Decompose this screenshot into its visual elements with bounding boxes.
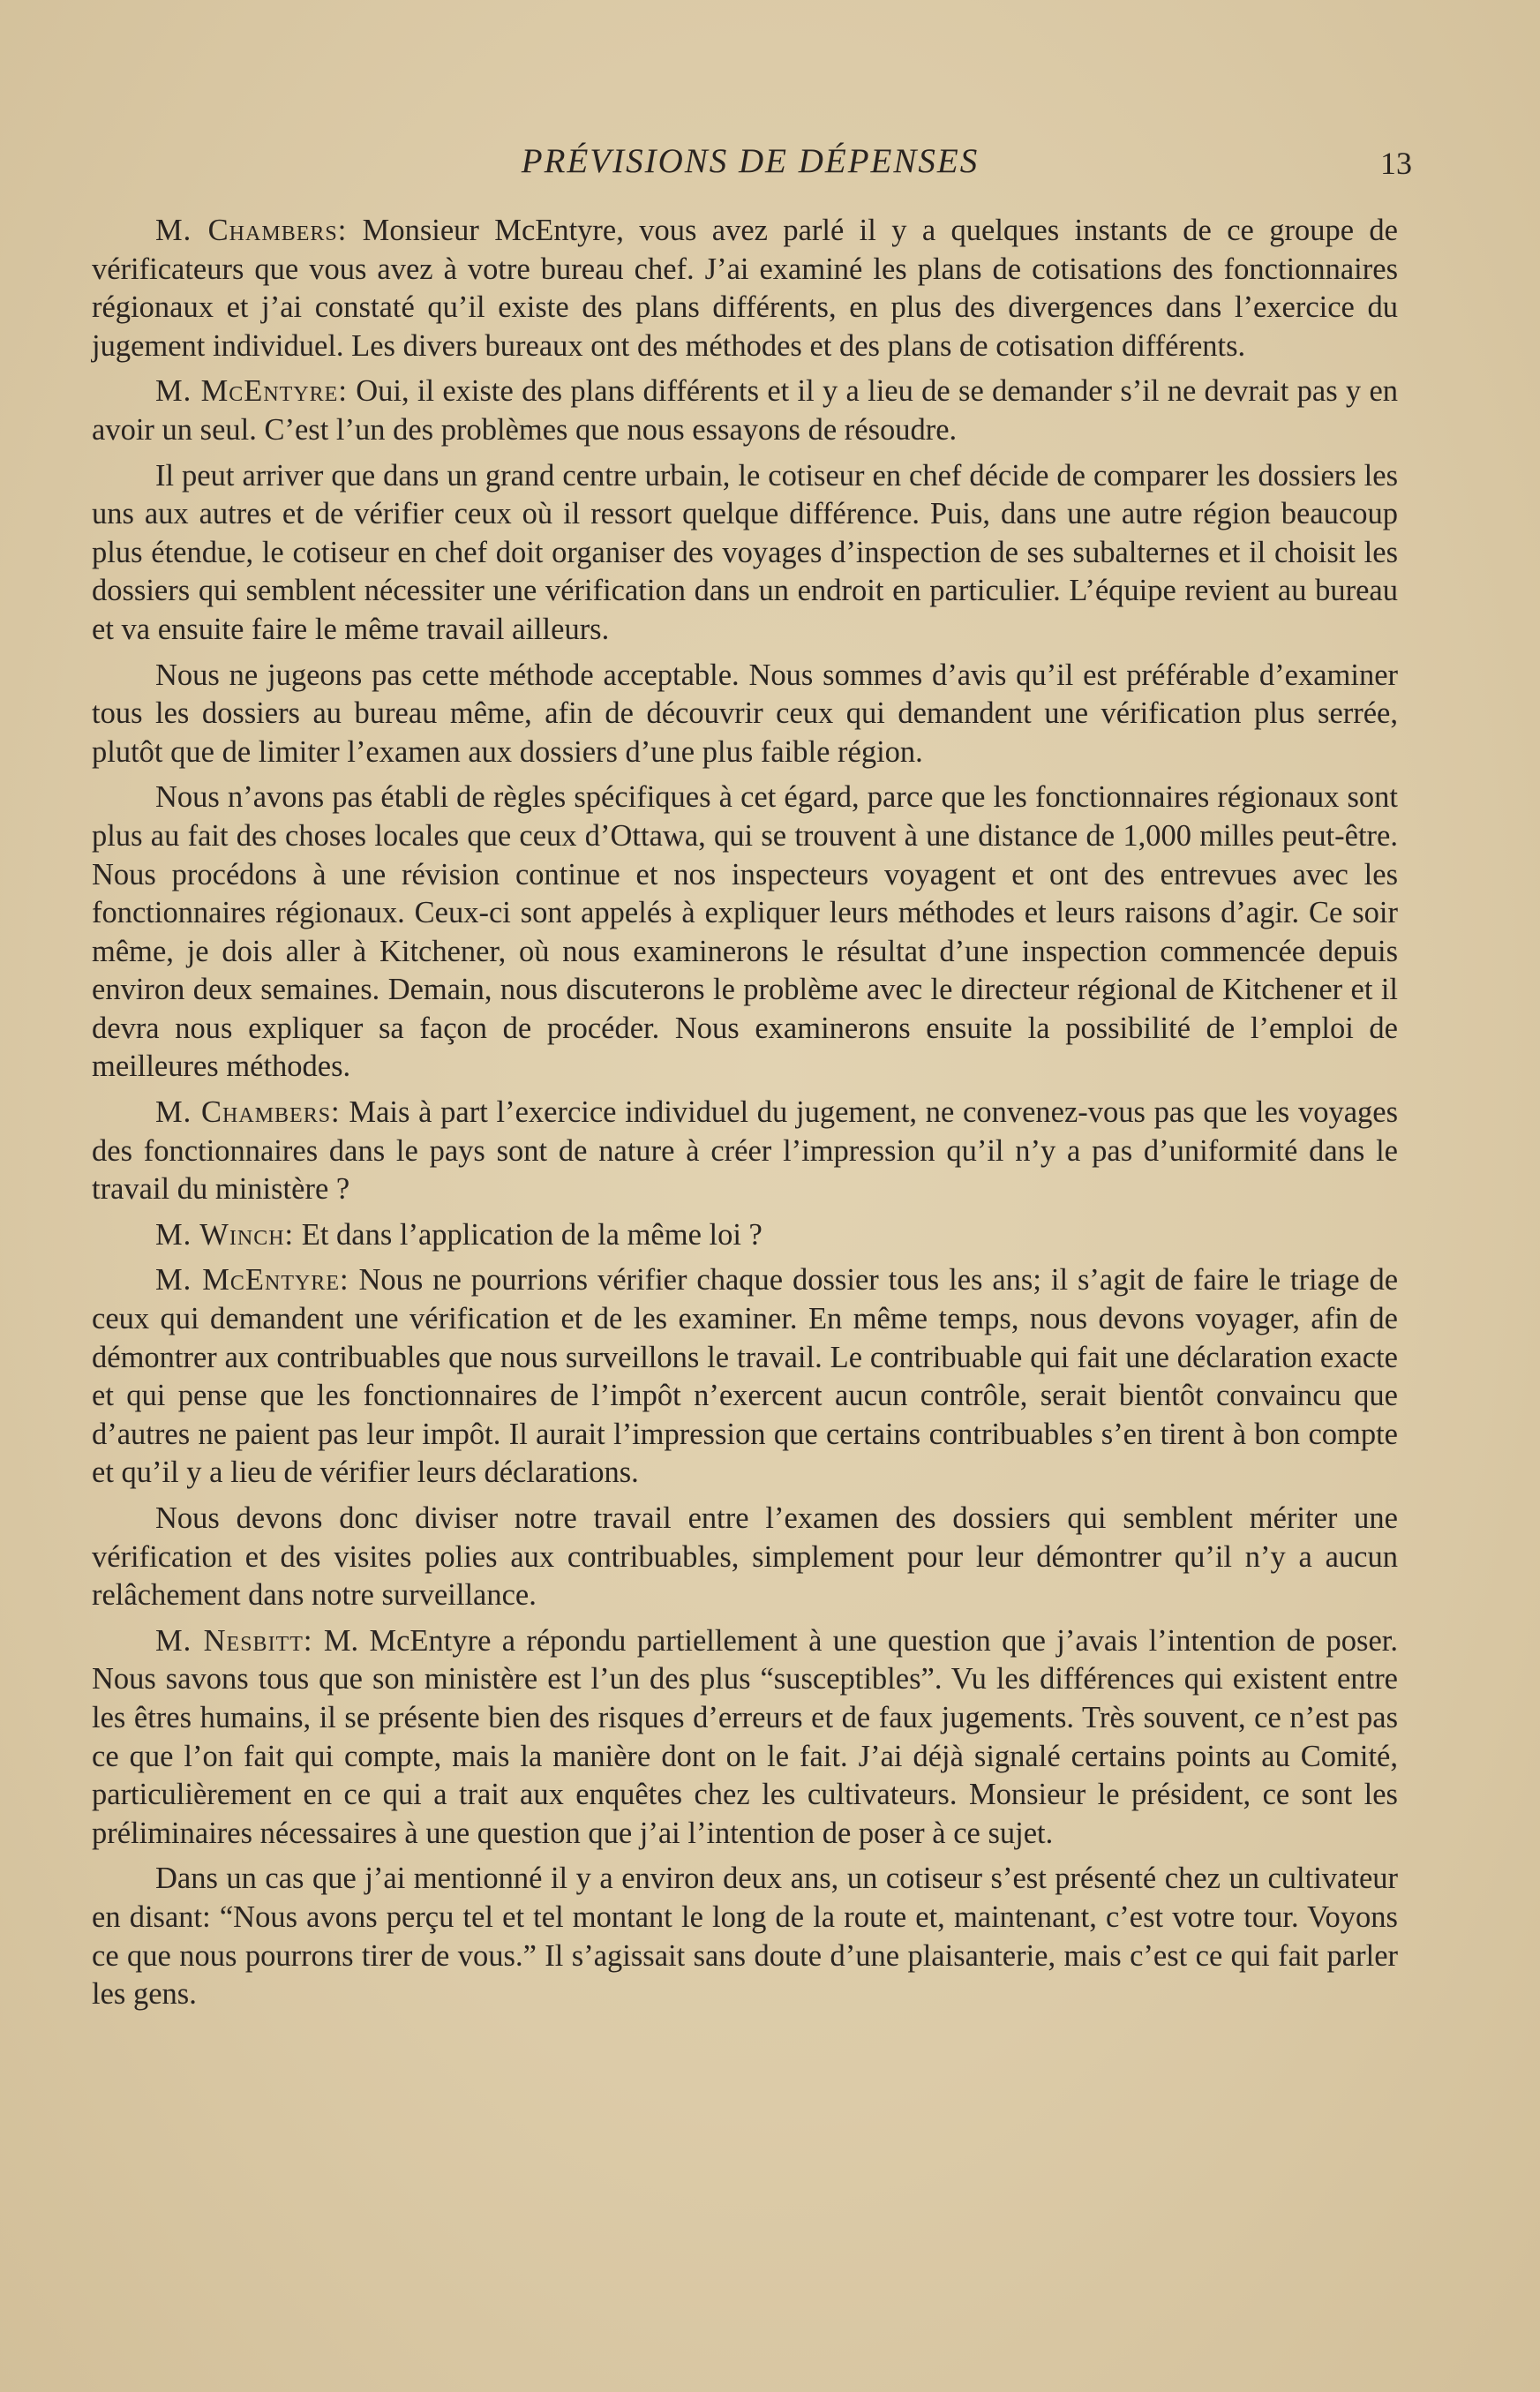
paragraph-text: Il peut arriver que dans un grand centre urbain, le cotiseur en chef décide de comparer les dossiers les uns aux autres et de vérifier ceux où il ressort quelque différence. Puis, dans une autre région beaucoup plus étendue, le cotiseur en chef doit organiser des voyages d’inspection de ses subalternes et il choisit les dossiers qui semblent nécessiter une vérification dans un endroit en particulier. L’équipe revient au bureau et va ensuite faire le même travail ailleurs.	[92, 458, 1398, 646]
paragraph	[92, 1500, 1398, 1615]
speaker-name: M. McEntyre:	[155, 1263, 349, 1298]
paragraph-text: Nous devons donc diviser notre travail entre l’examen des dossiers qui semblent mériter une vérification et des visites polies aux contribuables, simplement pour leur démontrer qu’il n’y a aucun relâchement dans notre surveillance.	[92, 1501, 1398, 1613]
speaker-name: M. Chambers:	[155, 1095, 341, 1130]
paragraph-text: Dans un cas que j’ai mentionné il y a environ deux ans, un cotiseur s’est présenté chez un cultivateur en disant: “Nous avons perçu tel et tel montant le long de la route et, maintenant, c’est votre tour. Voyons ce que nous pourrons tirer de vous.” Il s’agissait sans doute d’une plaisanterie, mais c’est ce qui fait parler les gens.	[92, 1862, 1398, 2012]
page-number: 13	[1380, 146, 1412, 181]
speaker-name: M. Nesbitt:	[155, 1623, 313, 1658]
paragraph	[92, 372, 1398, 449]
paragraph-text: Mais à part l’exercice individuel du jugement, ne convenez-vous pas que les voyages des fonctionnaires dans le pays sont de nature à créer l’impression qu’il n’y a pas d’uniformité dans le travail du ministère ?	[92, 1095, 1399, 1207]
paragraph-text: Oui, il existe des plans différents et il y a lieu de se demander s’il ne devrait pas y en avoir un seul. C’est l’un des problèmes que nous essayons de résoudre.	[92, 374, 1399, 447]
paragraph	[92, 457, 1398, 650]
paragraph-text: Nous ne pourrions vérifier chaque dossier tous les ans; il s’agit de faire le triage de ceux qui demandent une vérification et de les examiner. En même temps, nous devons voyager, afin de démontrer aux contribuables que nous surveillons le travail. Le contribuable qui fait une déclaration exacte et qui pense que les fonctionnaires de l’impôt n’exercent aucun contrôle, serait bientôt convaincu que d’autres ne paient pas leur impôt. Il aurait l’impression que certains contribuables s’en tirent à bon compte et qu’il y a lieu de vérifier leurs déclarations.	[92, 1263, 1399, 1490]
paragraph	[92, 1860, 1398, 2013]
page-body	[92, 212, 1398, 2021]
paragraph-text: M. McEntyre a répondu partiellement à une question que j’avais l’intention de poser. Nous savons tous que son ministère est l’un des plus “susceptibles”. Vu les différences qui existent entre les êtres humains, il se présente bien des risques d’erreurs et de faux jugements. Très souvent, ce n’est pas ce que l’on fait qui compte, mais la manière dont on le fait. J’ai déjà signalé certains points au Comité, particulièrement en ce qui a trait aux enquêtes chez les cultivateurs. Monsieur le président, ce sont les préliminaires nécessaires à une question que j’ai l’intention de poser à ce sujet.	[92, 1623, 1398, 1850]
speaker-name: M. Winch:	[155, 1217, 295, 1252]
running-title: PRÉVISIONS DE DÉPENSES	[521, 142, 980, 180]
paragraph	[92, 779, 1398, 1087]
paragraph	[92, 1622, 1398, 1854]
paragraph-text: Nous ne jugeons pas cette méthode acceptable. Nous sommes d’avis qu’il est préférable d’examiner tous les dossiers au bureau même, afin de découvrir ceux qui demandent une vérification plus serrée, plutôt que de limiter l’examen aux dossiers d’une plus faible région.	[92, 658, 1398, 769]
paragraph-text: Et dans l’application de la même loi ?	[301, 1217, 762, 1252]
paragraph-text: Monsieur McEntyre, vous avez parlé il y a quelques instants de ce groupe de vérificateurs que vous avez à votre bureau chef. J’ai examiné les plans de cotisations des fonctionnaires régionaux et j’ai constaté qu’il existe des plans différents, en plus des divergences dans l’exercice du jugement individuel. Les divers bureaux ont des méthodes et des plans de cotisation différents.	[92, 214, 1398, 363]
paragraph	[92, 212, 1398, 365]
page-header	[88, 141, 1412, 194]
paragraph-text: Nous n’avons pas établi de règles spécifiques à cet égard, parce que les fonctionnaires régionaux sont plus au fait des choses locales que ceux d’Ottawa, qui se trouvent à une distance de 1,000 milles peut-être. Nous procédons à une révision continue et nos inspecteurs voyagent et ont des entrevues avec les fonctionnaires régionaux. Ceux-ci sont appelés à expliquer leurs méthodes et leurs raisons d’agir. Ce soir même, je dois aller à Kitchener, où nous examinerons le résultat d’une inspection commencée depuis environ deux semaines. Demain, nous discuterons le problème avec le directeur régional de Kitchener et il devra nous expliquer sa façon de procéder. Nous examinerons ensuite la possibilité de l’emploi de meilleures méthodes.	[92, 780, 1398, 1084]
paragraph	[92, 1094, 1398, 1209]
paragraph	[92, 1261, 1398, 1493]
paragraph	[92, 657, 1398, 772]
paragraph	[92, 1216, 1398, 1255]
speaker-name: M. McEntyre:	[155, 374, 348, 409]
speaker-name: M. Chambers:	[155, 214, 348, 247]
